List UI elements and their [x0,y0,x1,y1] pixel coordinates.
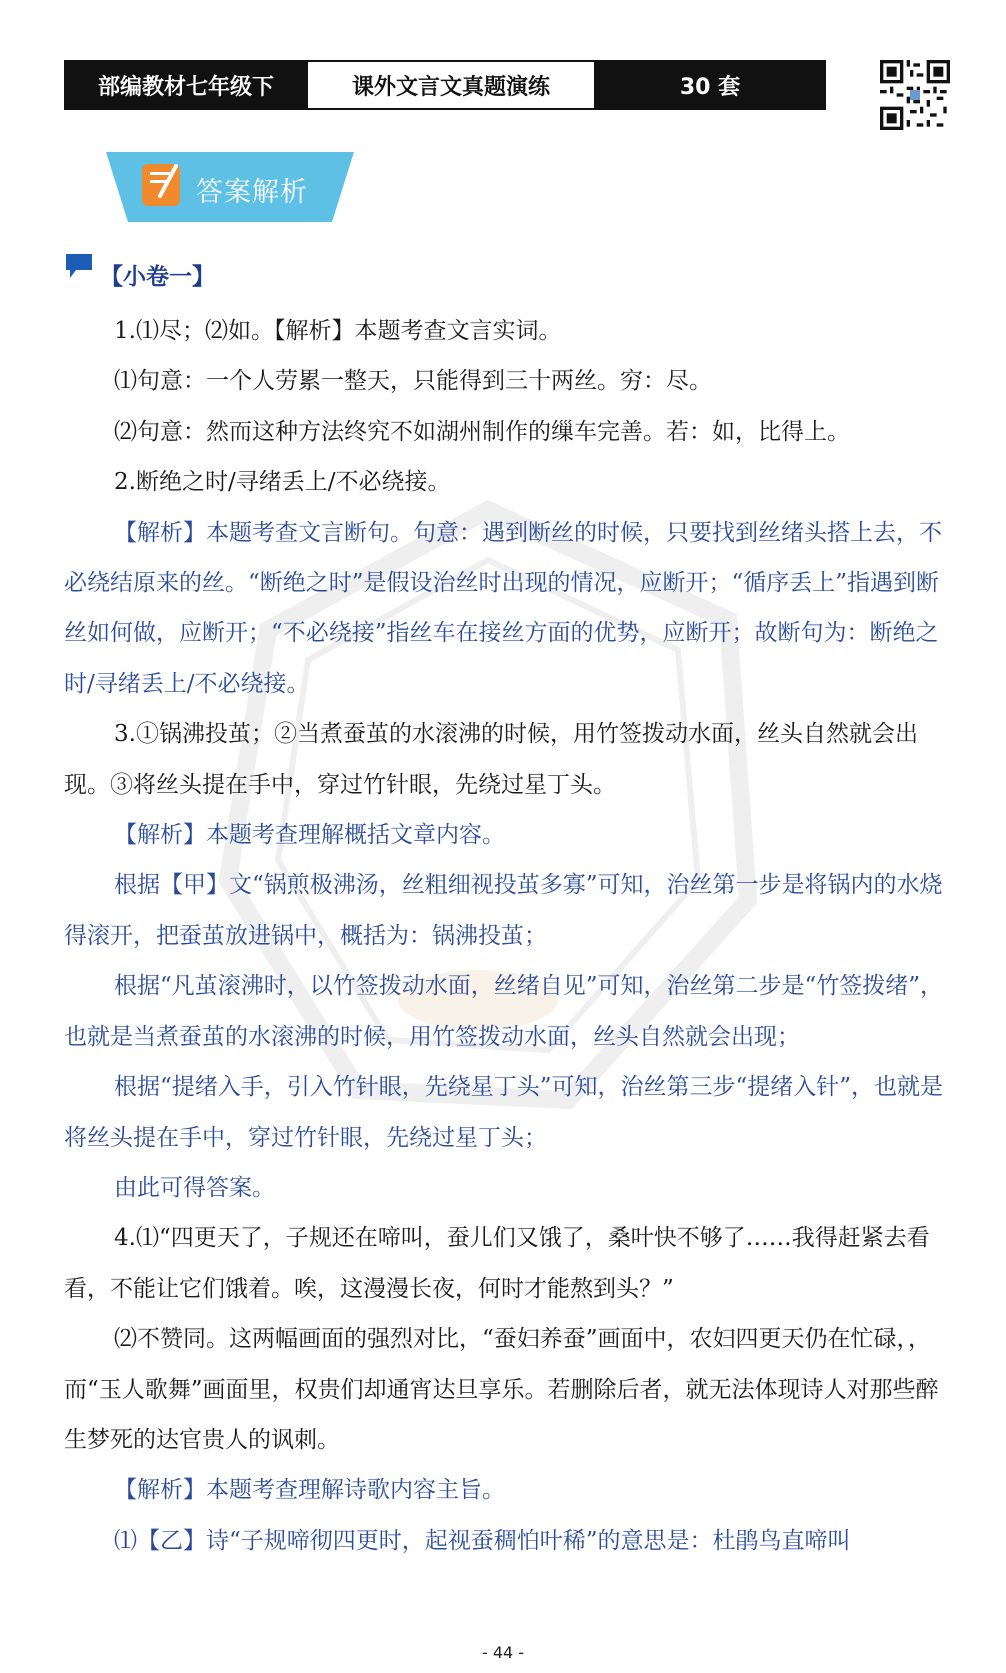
header-bar [64,60,826,110]
header-title: 课外文言文真题演练 [306,62,596,108]
qr-code-icon [880,60,950,130]
paragraph: 1.⑴尽；⑵如。【解析】本题考查文言实词。 [114,318,562,344]
paragraph: 2.断绝之时/寻绪丢上/不必绕接。 [114,469,451,496]
paragraph: 由此可得答案。 [114,1174,275,1201]
speech-bubble-icon [64,252,94,280]
header-count: 30 套 [596,62,824,108]
paragraph: 【解析】本题考查文言断句。句意：遇到断丝的时候，只要找到丝绪头搭上去，不必绕结原来的丝。“断绝之时”是假设治丝时出现的情况，应断开；“循序丢上”指遇到断丝如何做，应断开；“不必绕接”指丝车在接丝方面的优势，应断开；故断句为：断绝之时/寻绪丢上/不必绕接。 [64,519,942,697]
paragraph: 【解析】本题考查理解概括文章内容。 [114,822,505,849]
paragraph: ⑴句意：一个人劳累一整天，只能得到三十两丝。穷：尽。 [114,368,712,395]
paragraph: 3.①锅沸投茧；②当煮蚕茧的水滚沸的时候，用竹签拨动水面，丝头自然就会出现。③将丝头提在手中，穿过竹针眼，先绕过星丁头。 [64,721,918,798]
header-grade: 部编教材七年级下 [66,62,306,108]
section-title: 【小卷一】 [100,264,215,290]
paragraph: 根据“凡茧滚沸时，以竹签拨动水面，丝绪自见”可知，治丝第二步是“竹签拨绪”，也就是当煮蚕茧的水滚沸的时候，用竹签拨动水面，丝头自然就会出现； [64,973,944,1050]
paragraph: ⑵不赞同。这两幅画面的强烈对比，“蚕妇养蚕”画面中，农妇四更天仍在忙碌，，而“玉人歌舞”画面里，权贵们却通宵达旦享乐。若删除后者，就无法体现诗人对那些醉生梦死的达官贵人的讽刺。 [64,1326,939,1453]
answer-content [64,306,954,1566]
banner-title: 答案解析 [196,177,308,208]
paragraph: ⑴【乙】诗“子规啼彻四更时，起视蚕稠怕叶稀”的意思是：杜鹃鸟直啼叫 [114,1527,851,1554]
page-number: - 44 - [481,1643,525,1662]
paragraph: ⑵句意：然而这种方法终究不如湖州制作的缫车完善。若：如，比得上。 [114,418,850,445]
paragraph: 【解析】本题考查理解诗歌内容主旨。 [114,1477,505,1504]
paragraph: 根据“提绪入手，引入竹针眼，先绕星丁头”可知，治丝第三步“提绪入针”，也就是将丝头提在手中，穿过竹针眼，先绕过星丁头； [64,1074,944,1151]
paragraph: 根据【甲】文“锅煎极沸汤，丝粗细视投茧多寡”可知，治丝第一步是将锅内的水烧得滚开，把蚕茧放进锅中，概括为：锅沸投茧； [64,872,943,949]
paragraph: 4.⑴“四更天了，子规还在啼叫，蚕儿们又饿了，桑叶快不够了……我得赶紧去看看，不能让它们饿着。唉，这漫漫长夜，何时才能熬到头？” [64,1225,930,1302]
